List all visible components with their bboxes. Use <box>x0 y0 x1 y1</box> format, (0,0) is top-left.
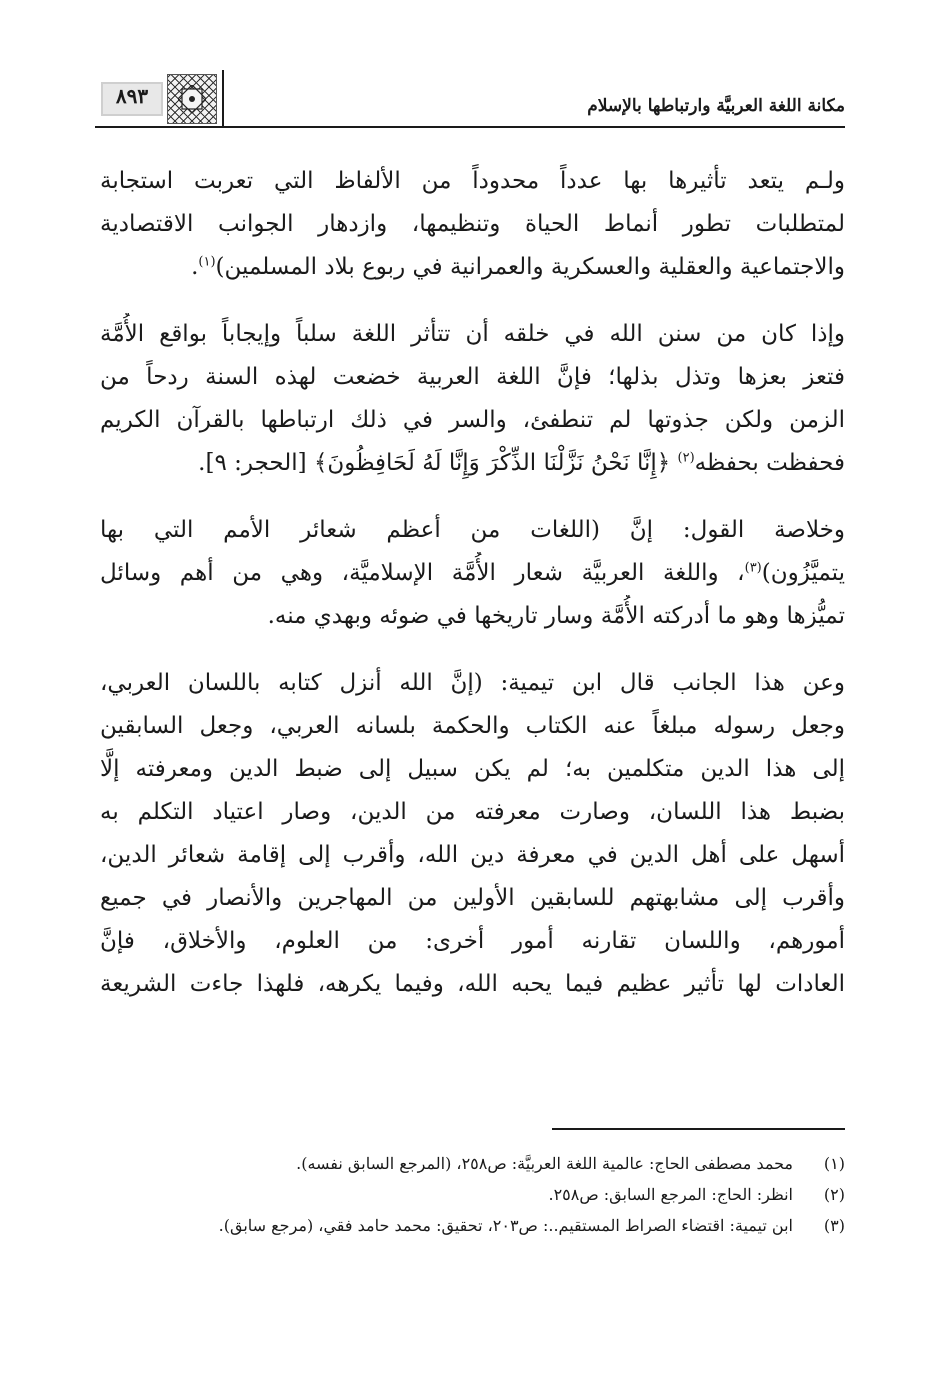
footnote-ref-1[interactable]: (١) <box>198 254 216 270</box>
footnote-text: محمد مصطفى الحاج: عالمية اللغة العربيَّة: ص٢٥٨، (المرجع السابق نفسه). <box>296 1154 793 1173</box>
text-line: وخلاصة القول: إنَّ (اللغات من أعظم شعائر الأمم التي بها <box>100 517 845 543</box>
text-line: وعن هذا الجانب قال ابن تيمية: (إنَّ الله أنزل كتابه باللسان العربي، <box>100 670 845 696</box>
text-line: الزمن ولكن جذوتها لم تنطفئ، والسر في ذلك ارتباطها بالقرآن الكريم <box>100 407 845 433</box>
text-line: تميُّزها وهو ما أدركته الأُمَّة وسار تاريخها في ضوئه وبهدي منه. <box>267 603 845 629</box>
footnote-number: (٣) <box>823 1216 845 1235</box>
footnote-text: ابن تيمية: اقتضاء الصراط المستقيم..: ص٢٠٣، تحقيق: محمد حامد فقي، (مرجع سابق). <box>218 1216 793 1235</box>
text-line: أمورهم، واللسان تقارنه أمور أخرى: من العلوم، والأخلاق، فإنَّ <box>100 928 845 954</box>
footnote-ref-2[interactable]: (٢) <box>677 450 695 466</box>
text-line: وأقرب إلى مشابهتهم للسابقين الأولين من المهاجرين والأنصار في جميع <box>100 885 845 911</box>
footnote-2 <box>100 1179 845 1210</box>
text-line: فتعز بعزها وتذل بذلها؛ فإنَّ اللغة العربية خضعت لهذه السنة ردحاً من <box>100 364 845 390</box>
text-line: العادات لها تأثير عظيم فيما يحبه الله، وفيما يكرهه، فلهذا جاءت الشريعة <box>100 971 845 997</box>
text-line: يتميَّزُون)$^{(٣)}$، واللغة العربيَّة شعار الأُمَّة الإسلاميَّة، وهي من أهم وسائل <box>100 560 845 586</box>
text-line: بضبط هذا اللسان، وصارت معرفته من الدين، وصار اعتياد التكلم به <box>100 799 845 825</box>
text-line: فحفظت بحفظه$^{(٢)}$ ﴿إِنَّا نَحْنُ نَزَّلْنَا الذِّكْرَ وَإِنَّا لَهُ لَحَافِظُونَ﴾ [الحجر: ٩]. <box>198 450 845 476</box>
text-line: ولـم يتعد تأثيرها بها عدداً محدوداً من الألفاظ التي تعربت استجابة <box>100 168 845 194</box>
text-line: إلى هذا الدين متكلمين به؛ لم يكن سبيل إلى ضبط الدين ومعرفته إلَّا <box>100 756 845 782</box>
footnote-1 <box>100 1148 845 1179</box>
header-rule <box>95 126 845 128</box>
footnote-separator <box>552 1128 845 1130</box>
page-number: ٨٩٣ <box>115 84 149 108</box>
text-line: أسهل على أهل الدين في معرفة دين الله، وأقرب إلى إقامة شعائر الدين، <box>100 842 845 868</box>
text-line: وجعل رسوله مبلغاً عنه الكتاب والحكمة بلسانه العربي، وجعل السابقين <box>100 713 845 739</box>
footnote-number: (٢) <box>823 1185 845 1204</box>
star-ornament-icon <box>178 85 206 113</box>
header-title: مكانة اللغة العربيَّة وارتباطها بالإسلام <box>587 96 845 116</box>
text-line: والاجتماعية والعقلية والعسكرية والعمرانية في ربوع بلاد المسلمين)$^{(١)}$. <box>191 254 845 280</box>
running-header <box>95 70 845 128</box>
footnote-number: (١) <box>823 1154 845 1173</box>
footnote-ref-3[interactable]: (٣) <box>744 560 762 576</box>
quran-verse: ﴿إِنَّا نَحْنُ نَزَّلْنَا الذِّكْرَ وَإِنَّا لَهُ لَحَافِظُونَ﴾ [الحجر: ٩]. <box>198 450 678 476</box>
header-separator <box>222 70 224 128</box>
main-text <box>100 160 845 1006</box>
footnotes <box>100 1148 845 1241</box>
footnote-text: انظر: الحاج: المرجع السابق: ص٢٥٨. <box>548 1185 793 1204</box>
text-line: لمتطلبات تطور أنماط الحياة وتنظيمها، وازدهار الجوانب الاقتصادية <box>100 211 845 237</box>
footnote-3 <box>100 1210 845 1241</box>
ornament-icon <box>167 74 217 124</box>
text-line: وإذا كان من سنن الله في خلقه أن تتأثر اللغة سلباً وإيجاباً بواقع الأُمَّة <box>100 321 845 347</box>
